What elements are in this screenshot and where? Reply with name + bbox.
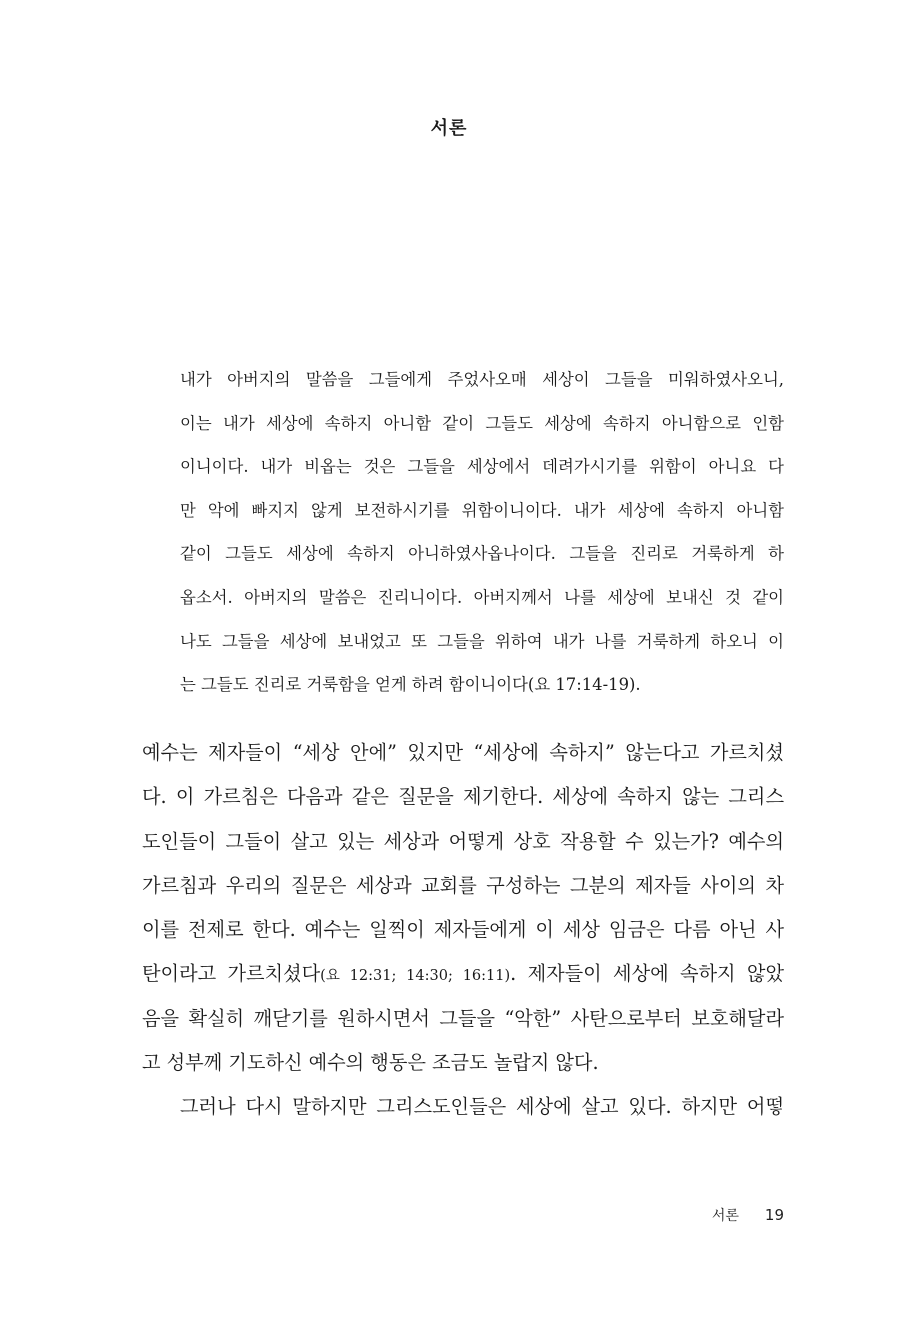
body-line: 고 성부께 기도하신 예수의 행동은 조금도 놀랍지 않다.: [142, 1051, 599, 1075]
scripture-block-quote: [180, 358, 784, 707]
body-line: [142, 952, 784, 996]
body-line: 다. 이 가르침은 다음과 같은 질문을 제기한다. 세상에 속하지 않는 그리스: [142, 785, 784, 809]
quote-line: 는 그들도 진리로 거룩함을 얻게 하려 함이니이다(요 17:14-19).: [180, 675, 641, 695]
page-footer: [712, 1205, 784, 1225]
body-line: 예수는 제자들이 “세상 안에” 있지만 “세상에 속하지” 않는다고 가르치셨: [142, 741, 784, 764]
paragraph-start-line: 그러나 다시 말하지만 그리스도인들은 세상에 살고 있다. 하지만 어떻: [180, 1095, 784, 1119]
running-footer-section: 서론: [711, 1208, 739, 1224]
chapter-title: 서론: [430, 118, 468, 139]
scripture-citation: (요 12:31; 14:30; 16:11): [320, 968, 511, 985]
quote-line: 내가 아버지의 말씀을 그들에게 주었사오매 세상이 그들을 미워하였사오니,: [180, 370, 784, 389]
body-text: [142, 731, 784, 1130]
body-line: 도인들이 그들이 살고 있는 세상과 어떻게 상호 작용할 수 있는가? 예수의: [142, 829, 784, 853]
quote-line: 같이 그들도 세상에 속하지 아니하였사옵나이다. 그들을 진리로 거룩하게 하: [180, 544, 784, 564]
quote-line: 만 악에 빠지지 않게 보전하시기를 위함이니이다. 내가 세상에 속하지 아니함: [180, 500, 784, 520]
body-line-text: . 제자들이 세상에 속하지 않았: [510, 962, 784, 986]
quote-line: 나도 그들을 세상에 보내었고 또 그들을 위하여 내가 나를 거룩하게 하오니 이: [180, 631, 784, 651]
page-number: 19: [764, 1206, 784, 1224]
body-line: 음을 확실히 깨닫기를 원하시면서 그들을 “악한” 사탄으로부터 보호해달라: [142, 1006, 784, 1030]
quote-line: 이니이다. 내가 비옵는 것은 그들을 세상에서 데려가시기를 위함이 아니요 다: [180, 457, 784, 477]
quote-line: 옵소서. 아버지의 말씀은 진리니이다. 아버지께서 나를 세상에 보내신 것 같이: [180, 587, 784, 607]
body-line-text: 탄이라고 가르치셨다: [142, 962, 321, 986]
quote-line: 이는 내가 세상에 속하지 아니함 같이 그들도 세상에 속하지 아니함으로 인함: [180, 413, 784, 433]
body-line: 가르침과 우리의 질문은 세상과 교회를 구성하는 그분의 제자들 사이의 차: [142, 873, 784, 897]
body-line: 이를 전제로 한다. 예수는 일찍이 제자들에게 이 세상 임금은 다름 아닌 사: [142, 918, 784, 942]
